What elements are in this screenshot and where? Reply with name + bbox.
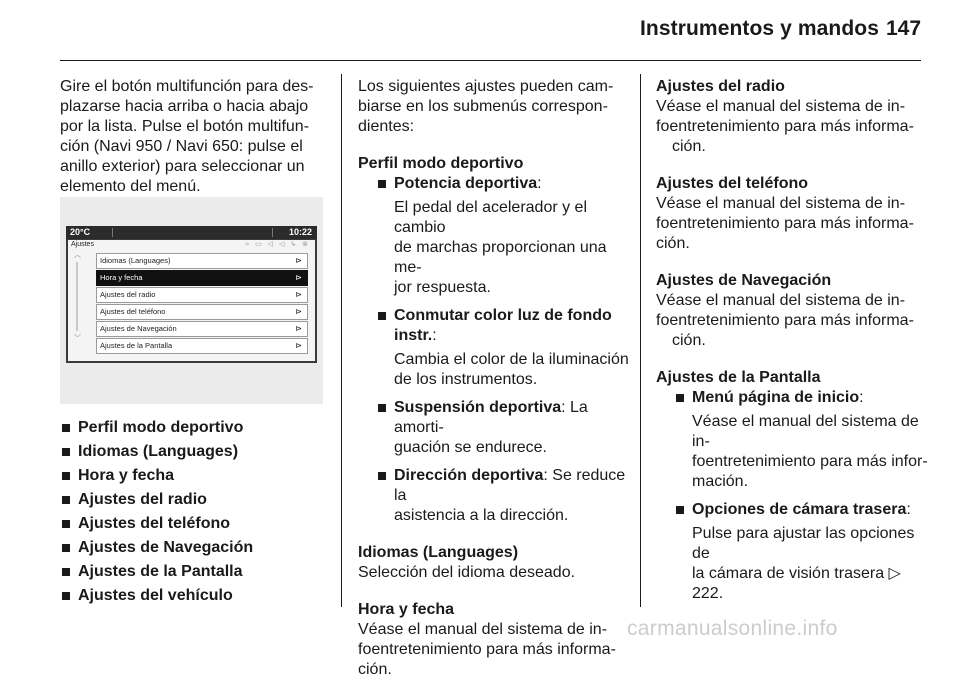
display-screen xyxy=(66,226,317,363)
page-reference-link[interactable]: 222. xyxy=(692,585,724,602)
page-reference-icon: ▷ xyxy=(888,565,901,582)
list-item: Perfil modo deportivo xyxy=(60,418,330,438)
column-divider-2 xyxy=(640,74,641,607)
scroll-down-icon: ﹀ xyxy=(74,335,81,342)
middle-intro: Los siguientes ajustes pueden cam- biarse en los submenús correspon- dientes: xyxy=(358,78,614,135)
screen-menu-item-selected: Hora y fecha ⊳ xyxy=(96,270,308,286)
section-heading: Ajustes del radio xyxy=(656,78,785,95)
left-column xyxy=(60,77,330,197)
right-column: Ajustes del radio Véase el manual del sistema de in- foentretenimiento para más informa- ción. Ajustes del teléfono Véase el manual del sistema de in- foentretenimiento para más informa- ción. Ajustes de Navegación Véase el manual del sistema de in- foentretenimiento para más informa- ción. Ajustes de la Pantalla Menú página de inicio: Véase el manual del sistema de in- foentretenimiento para más infor- mación. Opciones de cámara trasera: Pulse para ajustar las opciones de la cámara de visión trasera ▷ 222. xyxy=(656,77,936,604)
list-item: Ajustes del radio xyxy=(60,490,330,510)
section-heading: Hora y fecha xyxy=(358,601,455,618)
list-item: Potencia deportiva: xyxy=(376,174,630,194)
list-item: Idiomas (Languages) xyxy=(60,442,330,462)
display-options: Menú página de inicio: Véase el manual del sistema de in- foentretenimiento para más infor- mación. Opciones de cámara trasera: Pulse para ajustar las opciones de la cámara de visión trasera ▷ 222. xyxy=(656,388,936,604)
list-item: Ajustes del vehículo xyxy=(60,586,330,606)
screen-menu-list xyxy=(96,253,308,355)
screen-menu-item: Ajustes de Navegación ⊳ xyxy=(96,321,308,337)
header-rule xyxy=(60,60,921,61)
settings-screenshot xyxy=(60,197,323,404)
section-heading: Idiomas (Languages) xyxy=(358,544,519,561)
chevron-right-icon: ⊳ xyxy=(295,341,302,350)
screen-scrollbar xyxy=(76,262,78,331)
screen-status-bar xyxy=(66,226,317,239)
page-title: Instrumentos y mandos xyxy=(640,17,879,40)
section-heading: Ajustes de Navegación xyxy=(656,272,832,289)
list-item: Ajustes de la Pantalla xyxy=(60,562,330,582)
middle-column: Los siguientes ajustes pueden cam- biarse en los submenús correspon- dientes: Perfil modo deportivo Potencia deportiva: El pedal del acelerador y el cambio de marchas proporcionan una me- jor respuesta. Conmutar color luz de fondo instr.: Cambia el color de la iluminación de los instrumentos. Suspensión deportiva: La amorti- guación se endurece. Dirección deportiva: Se reduce la asistencia a la dirección. Idiomas (Languages) Selección del idioma deseado. Hora y fecha Véase el manual del sistema de in- foentretenimiento para más informa- ción. xyxy=(358,78,629,678)
screen-settings-panel xyxy=(68,240,315,361)
chevron-right-icon: ⊳ xyxy=(295,273,302,282)
section-heading: Ajustes de la Pantalla xyxy=(656,369,821,386)
screen-time: 10:22 xyxy=(288,227,312,237)
section-heading: Perfil modo deportivo xyxy=(358,155,524,172)
screen-menu-item: Ajustes del teléfono ⊳ xyxy=(96,304,308,320)
screen-menu-item: Ajustes de la Pantalla ⊳ xyxy=(96,338,308,354)
screen-menu-item: Idiomas (Languages) ⊳ xyxy=(96,253,308,269)
left-bullet-list xyxy=(60,418,330,606)
section-heading: Ajustes del teléfono xyxy=(656,175,809,192)
list-item: Menú página de inicio: xyxy=(674,388,936,408)
left-intro: Gire el botón multifunción para des- plazarse hacia arriba o hacia abajo por la lista. Pulse el botón multifun- ción (Navi 950 / Navi 650: pulse el anillo exterior) para seleccionar un elemento del menú. xyxy=(60,78,314,195)
scroll-up-icon: ︿ xyxy=(74,252,81,259)
page-number: 147 xyxy=(886,17,922,40)
list-item: Ajustes de Navegación xyxy=(60,538,330,558)
chevron-right-icon: ⊳ xyxy=(295,256,302,265)
chevron-right-icon: ⊳ xyxy=(295,324,302,333)
chevron-right-icon: ⊳ xyxy=(295,307,302,316)
list-item: Opciones de cámara trasera: xyxy=(674,500,936,520)
screen-menu-item: Ajustes del radio ⊳ xyxy=(96,287,308,303)
sport-mode-options: Potencia deportiva: El pedal del acelerador y el cambio de marchas proporcionan una me- jor respuesta. Conmutar color luz de fondo instr.: Cambia el color de la iluminación de los instrumentos. Suspensión deportiva: La amorti- guación se endurece. Dirección deportiva: Se reduce la asistencia a la dirección. xyxy=(358,174,630,526)
chevron-right-icon: ⊳ xyxy=(295,290,302,299)
list-item: Hora y fecha xyxy=(60,466,330,486)
screen-temperature: 20°C xyxy=(70,227,91,237)
screen-title: Ajustes xyxy=(71,241,94,248)
list-item: Conmutar color luz de fondo instr.: xyxy=(376,306,630,346)
list-item: Dirección deportiva: Se reduce la xyxy=(376,466,630,506)
list-item: Suspensión deportiva: La amorti- xyxy=(376,398,630,438)
column-divider-1 xyxy=(341,74,342,607)
watermark: carmanualsonline.info xyxy=(627,617,838,640)
list-item: Ajustes del teléfono xyxy=(60,514,330,534)
screen-status-icons: ≈ ▭ ◁ ◁ ↳ ⊗ xyxy=(245,241,310,248)
